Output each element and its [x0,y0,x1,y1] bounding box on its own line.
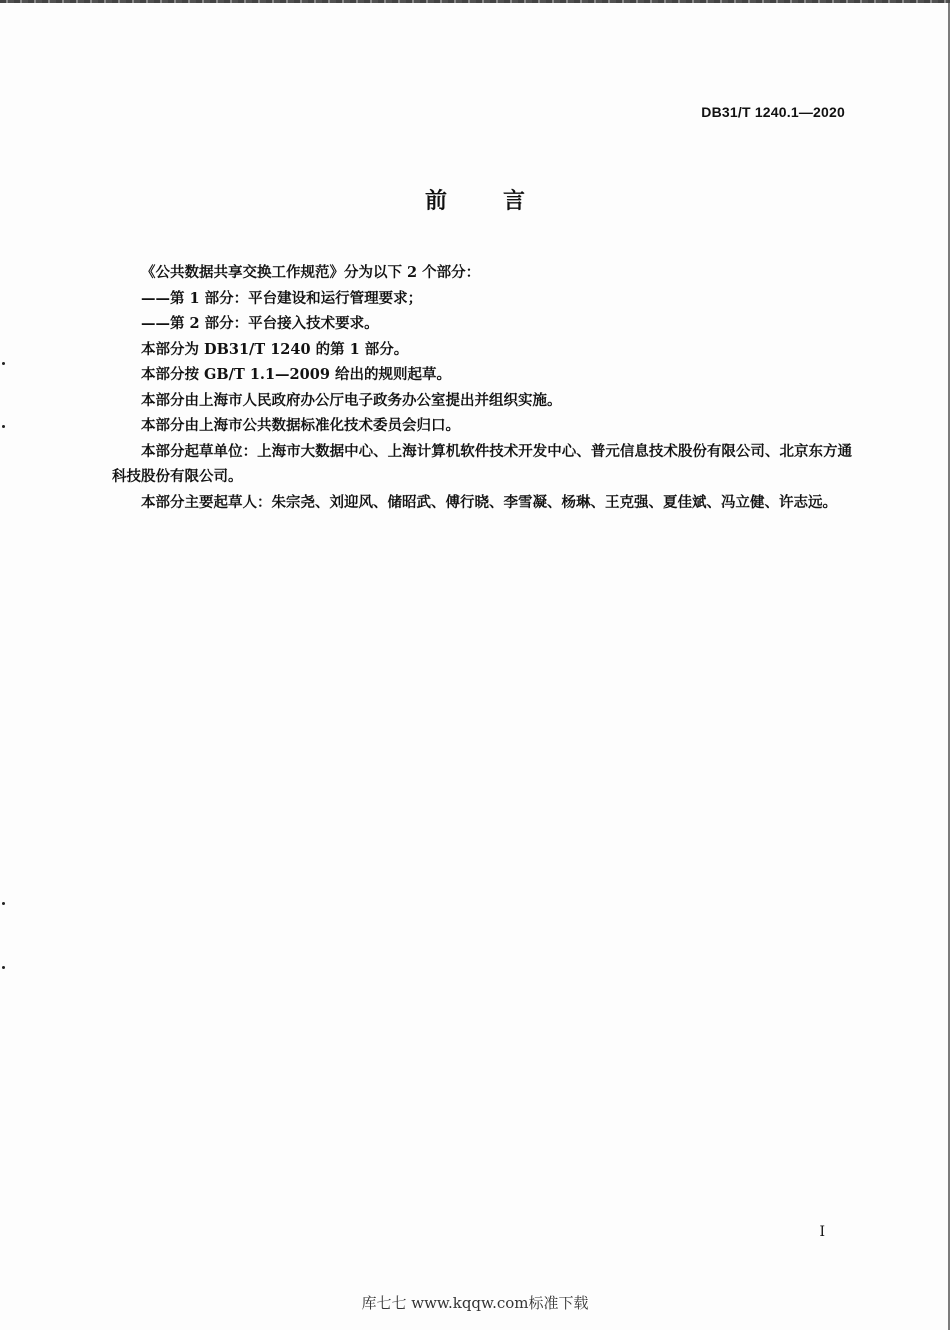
foreword-paragraph: ——第 1 部分：平台建设和运行管理要求； [141,289,423,307]
foreword-paragraph: 本部分起草单位：上海市大数据中心、上海计算机软件技术开发中心、普元信息技术股份有限公司、北京东方通科技股份有限公司。 [112,442,852,485]
scan-mark [2,902,5,905]
foreword-paragraph: 本部分按 GB/T 1.1—2009 给出的规则起草。 [141,366,451,383]
foreword-paragraph: 本部分由上海市人民政府办公厅电子政务办公室提出并组织实施。 [141,391,562,409]
foreword-paragraph: 《公共数据共享交换工作规范》分为以下 2 个部分： [141,264,481,281]
foreword-paragraph: 本部分由上海市公共数据标准化技术委员会归口。 [141,417,460,434]
foreword-paragraph: 本部分主要起草人：朱宗尧、刘迎风、储昭武、傅行晓、李雪凝、杨琳、王克强、夏佳斌、冯立健、许志远。 [141,493,837,511]
foreword-body [112,260,852,515]
page-title: 前言 [424,189,581,214]
standard-code: DB31/T 1240.1—2020 [701,104,845,120]
page-number: I [819,1224,825,1240]
foreword-paragraph: ——第 2 部分：平台接入技术要求。 [141,315,379,332]
watermark-text: 库七七 www.kqqw.com标准下载 [361,1294,589,1312]
scan-mark [2,362,5,365]
foreword-paragraph: 本部分为 DB31/T 1240 的第 1 部分。 [141,340,409,358]
top-border [0,0,950,3]
scan-mark [2,966,5,969]
scan-mark [2,425,5,428]
